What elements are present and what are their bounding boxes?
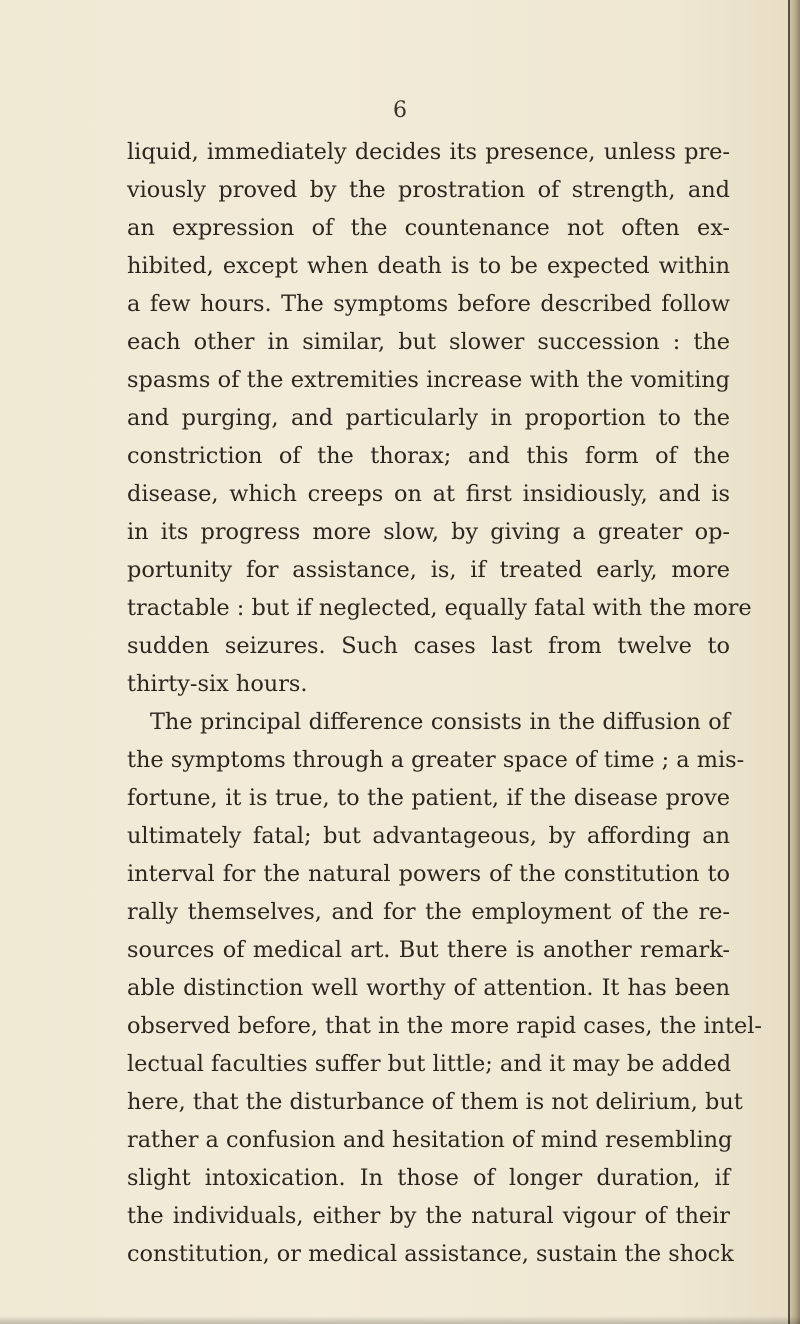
paragraph-end-line: thirty-six hours. [127,671,308,697]
text-line: slight intoxication. In those of longer duration, if [127,1165,730,1191]
page-number: 6 [393,98,407,123]
text-line: fortune, it is true, to the patient, if the disease prove [127,785,730,811]
text-line: portunity for assistance, is, if treated early, more [127,557,730,583]
text-line: ultimately fatal; but advantageous, by affording an [127,823,730,849]
text-line: the symptoms through a greater space of time ; a mis- [127,747,745,773]
page-bottom-edge [0,1316,800,1324]
text-line: liquid, immediately decides its presence, unless pre- [127,139,730,165]
text-line: observed before, that in the more rapid cases, the intel- [127,1013,762,1039]
text-line: lectual faculties suffer but little; and it may be added [127,1051,732,1077]
text-line: here, that the disturbance of them is not delirium, but [127,1089,743,1115]
text-line: spasms of the extremities increase with the vomiting [127,367,730,393]
text-line: disease, which creeps on at first insidiously, and is [127,481,730,507]
text-line: each other in similar, but slower succession : the [127,329,730,355]
text-line: rather a confusion and hesitation of mind resembling [127,1127,733,1153]
page-edge-shadow [788,0,790,1324]
text-line: able distinction well worthy of attention. It has been [127,975,730,1001]
text-line: and purging, and particularly in proportion to the [127,405,730,431]
text-line: sources of medical art. But there is another remark- [127,937,730,963]
text-line: viously proved by the prostration of strength, and [127,177,730,203]
body-text [127,133,762,1273]
text-line: tractable : but if neglected, equally fatal with the more [127,595,752,621]
text-line: rally themselves, and for the employment of the re- [127,899,730,925]
text-line: the individuals, either by the natural vigour of their [127,1203,730,1229]
text-line: hibited, except when death is to be expected within [127,253,730,279]
text-line: an expression of the countenance not often ex- [127,215,730,241]
text-line: a few hours. The symptoms before described follow [127,291,730,317]
text-line: sudden seizures. Such cases last from twelve to [127,633,730,659]
text-line: interval for the natural powers of the constitution to [127,861,730,887]
text-line: constriction of the thorax; and this form of the [127,443,730,469]
text-line: constitution, or medical assistance, sustain the shock [127,1241,734,1267]
text-line: in its progress more slow, by giving a greater op- [127,519,730,545]
paragraph-start-line: The principal difference consists in the diffusion of [150,709,730,735]
